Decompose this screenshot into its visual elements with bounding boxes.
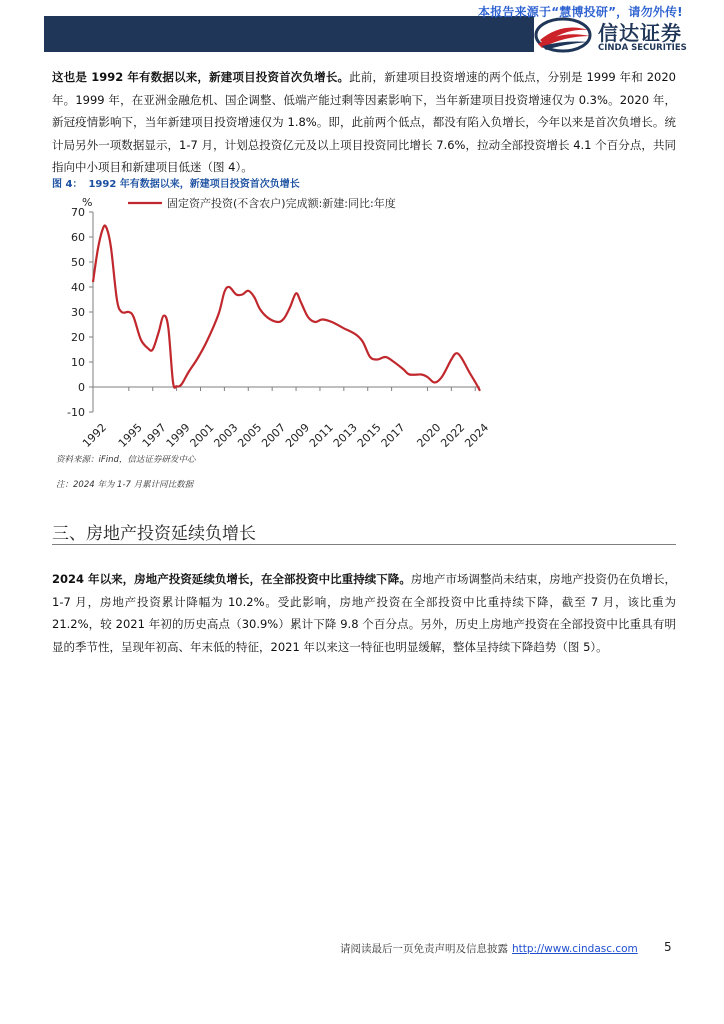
page-number: 5 <box>664 940 672 954</box>
x-tick-label: 2024 <box>462 421 492 451</box>
logo-english-name: CINDA SECURITIES <box>598 43 687 53</box>
x-tick-label: 2013 <box>330 421 360 451</box>
paragraph-new-projects <box>52 66 676 179</box>
figure-source: 资料来源：iFind，信达证券研发中心 <box>56 455 196 465</box>
x-tick-label: 2007 <box>259 421 289 451</box>
y-tick-label: 0 <box>78 381 85 394</box>
x-tick-label: 1995 <box>115 421 145 451</box>
logo-chinese-name: 信达证券 <box>598 21 682 45</box>
figure-label: 图 4： <box>52 179 83 190</box>
y-tick-label: 30 <box>71 306 85 319</box>
paragraph-lead: 2024 年以来，房地产投资延续负增长，在全部投资中比重持续下降。 <box>52 572 411 586</box>
x-axis <box>80 387 491 450</box>
disclaimer-text: 请阅读最后一页免责声明及信息披露 <box>340 943 508 955</box>
source-notice: 本报告来源于“慧博投研”，请勿外传! <box>478 5 683 19</box>
paragraph-body: 房地产市场调整尚未结束，房地产投资仍在负增长，1-7 月，房地产投资累计降幅为 10.2%。受此影响，房地产投资在全部投资中比重持续下降，截至 7 月，该比重为 21.2%，较 2021 年初的历史高点（30.9%）累计下降 9.8 个百分点。另外，历史上房地产投资在全部投资中比重具有明显的季节性，呈现年初高、年末低的特征，2021 年以来这一特征也明显缓解，整体呈持续下降趋势（图 5）。 <box>52 572 676 654</box>
x-tick-label: 1999 <box>163 421 193 451</box>
x-tick-label: 2015 <box>354 421 384 451</box>
paragraph-body: 此前，新建项目投资增速的两个低点，分别是 1999 年和 2020 年。1999 年，在亚洲金融危机、国企调整、低端产能过剩等因素影响下，当年新建项目投资增速仅为 0.3%。2020 年，新冠疫情影响下，当年新建项目投资增速仅为 1.8%。即，此前两个低点，都没有陷入负增长，今年以来是首次负增长。统计局另外一项数据显示，1-7 月，计划总投资亿元及以上项目投资同比增长 7.6%，拉动全部投资增长 4.1 个百分点，共同指向中小项目和新建项目低迷（图 4）。 <box>52 70 676 174</box>
y-tick-label: -10 <box>67 406 85 419</box>
y-tick-label: 10 <box>71 356 85 369</box>
x-tick-label: 2017 <box>378 421 408 451</box>
paragraph-lead: 这也是 1992 年有数据以来，新建项目投资首次负增长。 <box>52 70 350 84</box>
y-unit-label: % <box>82 196 93 209</box>
website-link[interactable]: http://www.cindasc.com <box>512 943 638 955</box>
figure-title <box>52 175 306 190</box>
section-divider <box>52 544 676 545</box>
company-logo <box>532 14 712 56</box>
x-tick-label: 2009 <box>283 421 313 451</box>
x-tick-label: 1992 <box>80 421 110 451</box>
y-tick-label: 40 <box>71 281 85 294</box>
y-tick-label: 50 <box>71 256 85 269</box>
y-tick-label: 70 <box>71 206 85 219</box>
x-tick-label: 2001 <box>187 421 217 451</box>
x-tick-label: 2005 <box>235 421 265 451</box>
series-line <box>93 226 480 391</box>
line-chart <box>52 190 492 452</box>
cinda-logo-icon <box>532 14 594 54</box>
x-tick-label: 2022 <box>438 421 468 451</box>
x-tick-label: 1997 <box>139 421 169 451</box>
paragraph-real-estate <box>52 568 676 658</box>
legend-label: 固定资产投资(不含农户)完成额:新建:同比:年度 <box>167 197 396 210</box>
x-tick-label: 2011 <box>306 421 336 451</box>
y-tick-label: 20 <box>71 331 85 344</box>
figure-caption: 1992 年有数据以来，新建项目投资首次负增长 <box>88 179 300 190</box>
x-tick-label: 2003 <box>211 421 241 451</box>
y-axis <box>67 196 93 419</box>
x-tick-label: 2020 <box>414 421 444 451</box>
y-tick-label: 60 <box>71 231 85 244</box>
chart-legend <box>128 196 396 210</box>
section-heading: 三、房地产投资延续负增长 <box>52 524 256 544</box>
figure-note: 注：2024 年为 1-7 月累计同比数据 <box>56 480 194 490</box>
chart-series <box>93 226 480 391</box>
header-band <box>44 16 534 52</box>
page-footer <box>340 941 638 956</box>
